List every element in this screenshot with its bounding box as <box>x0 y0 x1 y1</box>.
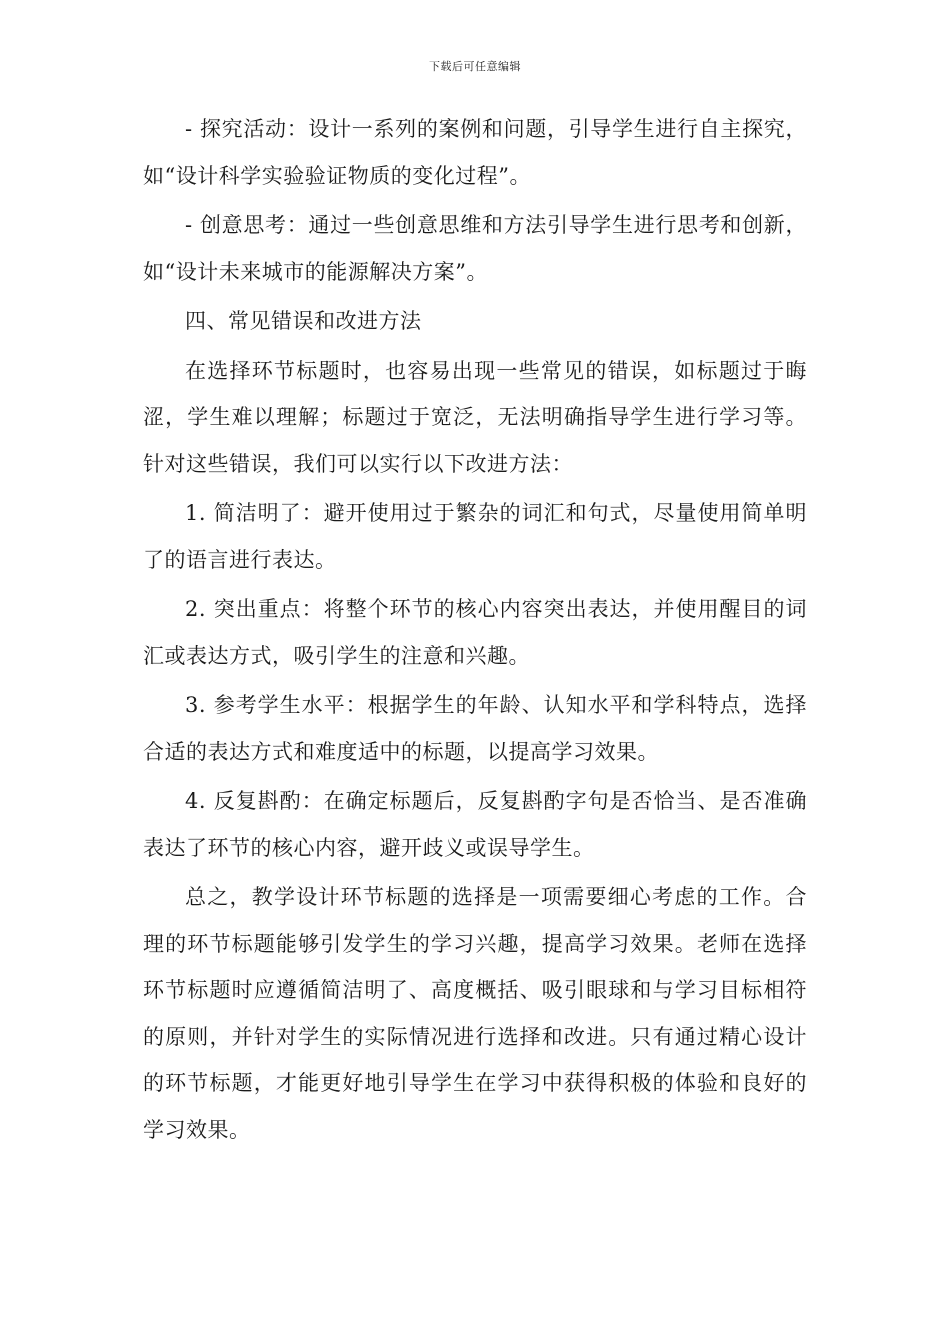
list-item-concise: 1. 简洁明了：避开使用过于繁杂的词汇和句式，尽量使用简单明了的语言进行表达。 <box>143 501 807 572</box>
paragraph-inquiry-activity: - 探究活动：设计一系列的案例和问题，引导学生进行自主探究，如“设计科学实验验证物质的变化过程”。 <box>143 117 807 188</box>
document-body <box>143 106 807 1156</box>
list-item-student-level: 3. 参考学生水平：根据学生的年龄、认知水平和学科特点，选择合适的表达方式和难度适中的标题，以提高学习效果。 <box>143 693 807 764</box>
paragraph-creative-thinking: - 创意思考：通过一些创意思维和方法引导学生进行思考和创新，如“设计未来城市的能源解决方案”。 <box>143 213 807 284</box>
list-item-revise: 4. 反复斟酌：在确定标题后，反复斟酌字句是否恰当、是否准确表达了环节的核心内容，避开歧义或误导学生。 <box>143 789 807 860</box>
paragraph-conclusion: 总之，教学设计环节标题的选择是一项需要细心考虑的工作。合理的环节标题能够引发学生的学习兴趣，提高学习效果。老师在选择环节标题时应遵循简洁明了、高度概括、吸引眼球和与学习目标相符的原则，并针对学生的实际情况进行选择和改进。只有通过精心设计的环节标题，才能更好地引导学生在学习中获得积极的体验和良好的学习效果。 <box>143 885 807 1142</box>
list-item-highlight: 2. 突出重点：将整个环节的核心内容突出表达，并使用醒目的词汇或表达方式，吸引学生的注意和兴趣。 <box>143 597 807 668</box>
section-heading-common-errors: 四、常见错误和改进方法 <box>185 309 422 333</box>
paragraph-errors-intro: 在选择环节标题时，也容易出现一些常见的错误，如标题过于晦涩，学生难以理解；标题过于宽泛，无法明确指导学生进行学习等。针对这些错误，我们可以实行以下改进方法： <box>143 358 807 476</box>
page-header: 下载后可任意编辑 <box>429 60 521 73</box>
